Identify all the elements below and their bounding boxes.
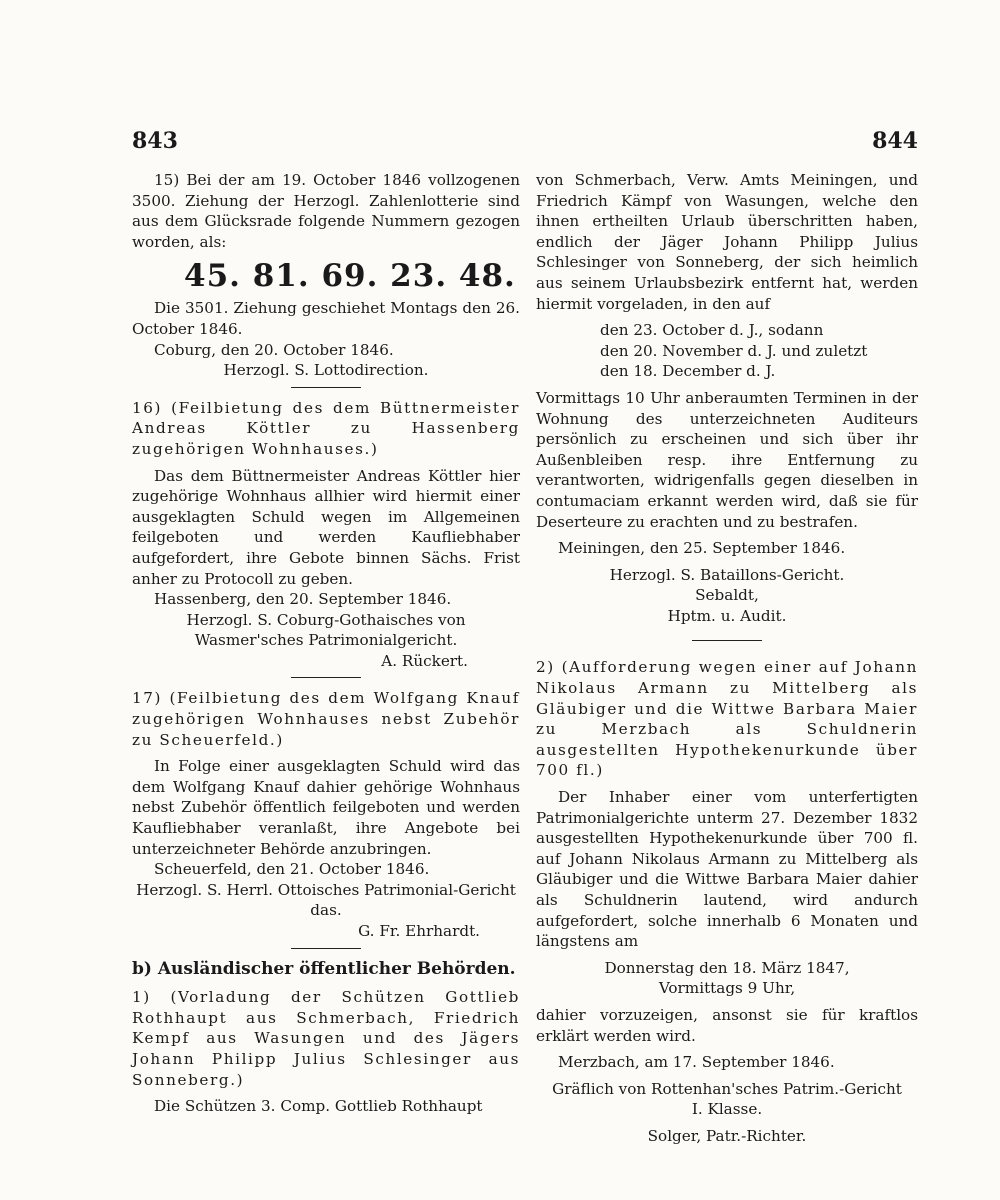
divider: [291, 677, 361, 678]
notice-15-authority: Herzogl. S. Lottodirection.: [223, 361, 429, 380]
notice-17-authority: Herzogl. S. Herrl. Ottoisches Patrimonial-Gericht das.: [136, 880, 516, 920]
lottery-numbers: 45. 81. 69. 23. 48.: [184, 258, 516, 295]
notice-16-authority: Herzogl. S. Coburg-Gothaisches von Wasmer'sches Patrimonialgericht.: [186, 610, 466, 650]
notice-b1-title: 1) (Vorladung der Schützen Gottlieb Rothhaupt aus Schmerbach, Friedrich Kempf aus Wasungen und des Jägers Johann Philipp Julius Schlesinger aus Sonneberg.): [132, 988, 520, 1089]
divider: [692, 640, 762, 641]
notice-16-signature: A. Rückert.: [381, 651, 468, 670]
notice-16-place-date: Hassenberg, den 20. September 1846.: [154, 590, 452, 609]
notice-b2-title: 2) (Aufforderung wegen einer auf Johann Nikolaus Armann zu Mittelberg als Gläubiger und die Wittwe Barbara Maier zu Merzbach als Schuldnerin ausgestellten Hypothekenurkunde über 700 fl.): [536, 658, 918, 780]
notice-b1-date-1: den 23. October d. J., sodann: [600, 321, 824, 340]
notice-16-body: Das dem Büttnermeister Andreas Köttler hier zugehörige Wohnhaus allhier wird hiermit einer ausgeklagten Schuld wegen im Allgemeinen feilgeboten und werden Kaufliebhaber aufgefordert, ihre Gebote binnen Sächs. Frist anher zu Protocoll zu geben.: [132, 466, 520, 588]
notice-b2-body-end: dahier vorzuzeigen, ansonst sie für kraftlos erklärt werden wird.: [536, 1005, 918, 1045]
left-column: [132, 170, 520, 1117]
notice-15-place-date: Coburg, den 20. October 1846.: [154, 340, 394, 359]
notice-b1-body-start: Die Schützen 3. Comp. Gottlieb Rothhaupt: [154, 1097, 483, 1116]
notice-b2-authority-class: I. Klasse.: [691, 1100, 763, 1119]
notice-b1-body-continued: von Schmerbach, Verw. Amts Meiningen, und Friedrich Kämpf von Wasungen, welche den ihnen ertheilten Urlaub überschritten haben, endlich der Jäger Johann Philipp Julius Schlesinger von Sonneberg, der sich heimlich aus seinem Urlaubsbezirk entfernt hat, werden hiermit vorgeladen, in den auf: [536, 171, 918, 313]
notice-b2-signature: Solger, Patr.-Richter.: [647, 1126, 807, 1145]
notice-17-body: In Folge einer ausgeklagten Schuld wird das dem Wolfgang Knauf dahier gehörige Wohnhaus nebst Zubehör öffentlich feilgeboten und werden Kaufliebhaber veranlaßt, ihre Angebote bei unterzeichneter Behörde anzubringen.: [132, 757, 520, 858]
notice-b2-body: Der Inhaber einer vom unterfertigten Patrimonialgerichte unterm 27. Dezember 1832 ausgestellten Hypothekenurkunde über 700 fl. auf Johann Nikolaus Armann zu Mittelberg als Gläubiger und die Wittwe Barbara Maier dahier als Schuldnerin lautend, wird andurch aufgefordert, solche innerhalb 6 Monaten und längstens am: [536, 788, 918, 951]
notice-b1-date-3: den 18. December d. J.: [600, 362, 776, 381]
notice-b2-place-date: Merzbach, am 17. September 1846.: [558, 1053, 835, 1072]
notice-b1-signature-title: Hptm. u. Audit.: [667, 606, 787, 625]
divider: [291, 948, 361, 949]
notice-b2-date: Donnerstag den 18. März 1847,: [604, 958, 850, 977]
notice-17-place-date: Scheuerfeld, den 21. October 1846.: [154, 860, 430, 879]
page-number-right: 844: [872, 128, 918, 154]
notice-b1-authority: Herzogl. S. Bataillons-Gericht.: [609, 565, 845, 584]
notice-15-intro: 15) Bei der am 19. October 1846 vollzogenen 3500. Ziehung der Herzogl. Zahlenlotterie sind aus dem Glücksrade folgende Nummern gezogen worden, als:: [132, 171, 520, 251]
notice-b2-time: Vormittags 9 Uhr,: [658, 979, 796, 998]
notice-b1-body-end: Vormittags 10 Uhr anberaumten Terminen in der Wohnung des unterzeichneten Auditeurs persönlich zu erscheinen und sich über ihr Außenbleiben resp. ihre Entfernung zu verantworten, widrigenfalls gegen dieselben in contumaciam erkannt werden wird, daß sie für Deserteure zu erachten und zu bestrafen.: [536, 388, 918, 531]
notice-b1-date-2: den 20. November d. J. und zuletzt: [600, 341, 868, 360]
notice-b1-signature-name: Sebaldt,: [695, 586, 759, 605]
notice-15-next-draw: Die 3501. Ziehung geschiehet Montags den 26. October 1846.: [132, 299, 520, 338]
section-heading-b: b) Ausländischer öffentlicher Behörden.: [132, 958, 516, 979]
notice-17-title: 17) (Feilbietung des dem Wolfgang Knauf zugehörigen Wohnhauses nebst Zubehör zu Scheuerfeld.): [132, 689, 520, 749]
right-column: [536, 170, 918, 1147]
notice-16-title: 16) (Feilbietung des dem Büttnermeister Andreas Köttler zu Hassenberg zugehörigen Wohnhauses.): [132, 398, 520, 458]
notice-17-signature: G. Fr. Ehrhardt.: [358, 922, 480, 940]
notice-b2-authority: Gräflich von Rottenhan'sches Patrim.-Gericht: [552, 1079, 902, 1098]
divider: [291, 387, 361, 388]
page-number-left: 843: [132, 128, 178, 154]
notice-b1-place-date: Meiningen, den 25. September 1846.: [558, 539, 846, 558]
